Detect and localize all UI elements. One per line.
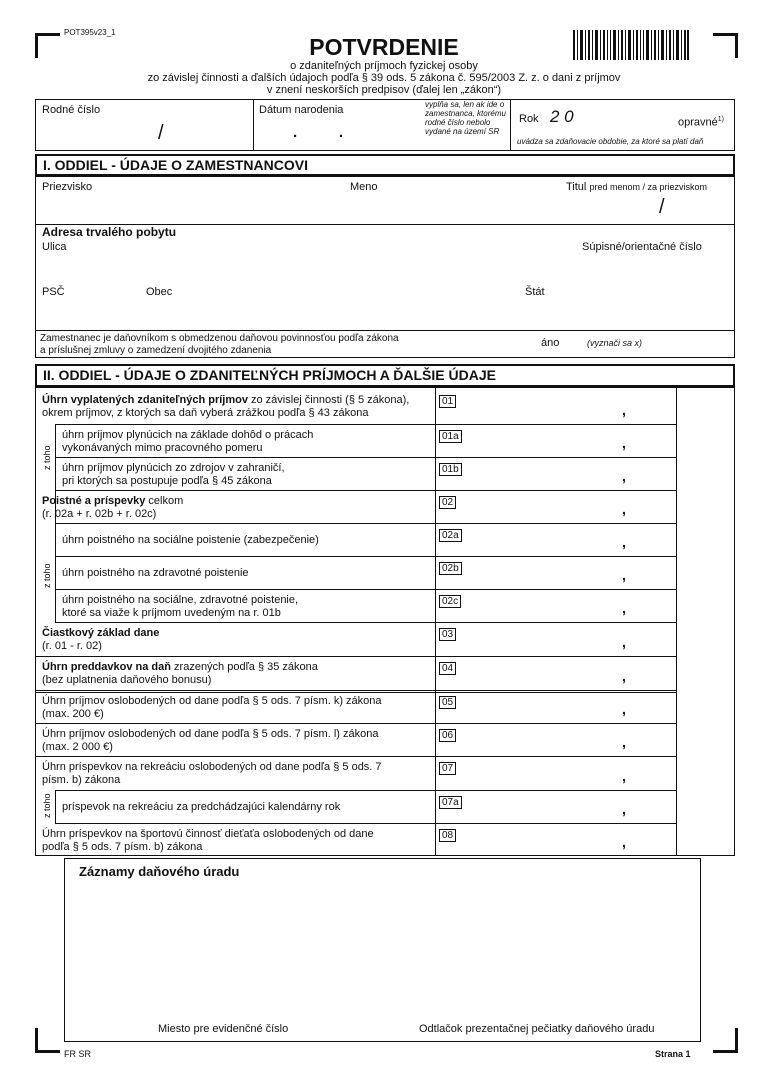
- decimal-comma: ,: [622, 701, 626, 717]
- row-code-07a: 07a: [439, 796, 462, 809]
- amount-field-01b[interactable]: [460, 461, 672, 486]
- row-label-01b: úhrn príjmov plynúcich zo zdrojov v zahraničí, pri ktorých sa postupuje podľa § 45 zákona: [62, 462, 285, 487]
- decimal-comma: ,: [622, 567, 626, 583]
- decimal-comma: ,: [622, 468, 626, 484]
- row-code-01a: 01a: [439, 430, 462, 443]
- opravne-checkbox[interactable]: [720, 110, 732, 124]
- amount-field-07a[interactable]: [460, 794, 672, 819]
- amount-field-05[interactable]: [460, 694, 672, 719]
- priezvisko-field[interactable]: [40, 195, 340, 221]
- row-label-02c: úhrn poistného na sociálne, zdravotné poistenie, ktoré sa viaže k príjmom uvedeným na r. 01b: [62, 594, 299, 619]
- section1-title: I. ODDIEL - ÚDAJE O ZAMESTNANCOVI: [35, 154, 735, 176]
- row-label-02: Poistné a príspevky celkom (r. 02a + r. 02b + r. 02c): [42, 495, 184, 520]
- stat-field[interactable]: [523, 300, 728, 324]
- footer-left: FR SR: [64, 1049, 91, 1059]
- datum-dots: . .: [293, 124, 344, 141]
- amount-field-02b[interactable]: [460, 560, 672, 585]
- amount-field-01[interactable]: [460, 393, 672, 420]
- amount-field-02a[interactable]: [460, 527, 672, 552]
- amount-field-08[interactable]: [460, 827, 672, 852]
- row-code-05: 05: [439, 696, 456, 709]
- decimal-comma: ,: [622, 801, 626, 817]
- decimal-comma: ,: [622, 668, 626, 684]
- form-title: POTVRDENIE: [309, 34, 459, 60]
- z-toho-label-3: z toho: [42, 793, 52, 818]
- row-label-07: Úhrn príspevkov na rekreáciu oslobodených od dane podľa § 5 ods. 7 písm. b) zákona: [42, 761, 382, 786]
- amount-field-07[interactable]: [460, 760, 672, 786]
- amount-field-02c[interactable]: [460, 593, 672, 618]
- row-code-01b: 01b: [439, 463, 462, 476]
- corner-mark-bottom-right: [713, 1028, 738, 1053]
- amount-field-01a[interactable]: [460, 428, 672, 453]
- decimal-comma: ,: [622, 501, 626, 517]
- amount-field-04[interactable]: [460, 660, 672, 686]
- row-code-06: 06: [439, 729, 456, 742]
- decimal-comma: ,: [622, 534, 626, 550]
- amount-field-03[interactable]: [460, 626, 672, 652]
- decimal-comma: ,: [622, 734, 626, 750]
- meno-label: Meno: [350, 181, 378, 193]
- supisne-field[interactable]: [580, 255, 728, 279]
- form-subtitle-1: o zdaniteľných príjmoch fyzickej osoby: [290, 60, 478, 72]
- rok-field[interactable]: [549, 106, 659, 128]
- decimal-comma: ,: [622, 834, 626, 850]
- limited-taxpayer-text-1: Zamestnanec je daňovníkom s obmedzenou daňovou povinnosťou podľa zákona: [40, 333, 399, 344]
- row-code-04: 04: [439, 662, 456, 675]
- row-code-07: 07: [439, 762, 456, 775]
- z-toho-label-2: z toho: [42, 563, 52, 588]
- supisne-label: Súpisné/orientačné číslo: [582, 241, 702, 253]
- amount-field-06[interactable]: [460, 727, 672, 752]
- psc-label: PSČ: [42, 286, 65, 298]
- rok-prefix: 2 0: [550, 107, 574, 126]
- decimal-comma: ,: [622, 768, 626, 784]
- form-subtitle-2: zo závislej činnosti a ďalších údajoch podľa § 39 ods. 5 zákona č. 595/2003 Z. z. o dani z príjmov: [147, 72, 621, 84]
- z-toho-label-1: z toho: [42, 445, 52, 470]
- row-label-02a: úhrn poistného na sociálne poistenie (zabezpečenie): [62, 534, 319, 546]
- row-label-06: Úhrn príjmov oslobodených od dane podľa § 5 ods. 7 písm. l) zákona (max. 2 000 €): [42, 728, 379, 753]
- evid-label: Miesto pre evidenčné číslo: [158, 1023, 289, 1035]
- section2-title: II. ODDIEL - ÚDAJE O ZDANITEĽNÝCH PRÍJMOCH A ĎALŠIE ÚDAJE: [35, 364, 735, 387]
- datum-note: vyplňa sa, len ak ide o zamestnanca, ktorému rodné číslo nebolo vydané na území SR: [425, 100, 506, 136]
- row-label-03: Čiastkový základ dane (r. 01 - r. 02): [42, 627, 160, 652]
- adresa-label: Adresa trvalého pobytu: [42, 225, 177, 239]
- stamp-label: Odtlačok prezentačnej pečiatky daňového úradu: [419, 1023, 655, 1035]
- row-label-02b: úhrn poistného na zdravotné poistenie: [62, 567, 249, 579]
- row-code-08: 08: [439, 829, 456, 842]
- row-label-04: Úhrn preddavkov na daň zrazených podľa § 35 zákona (bez uplatnenia daňového bonusu): [42, 661, 318, 686]
- form-subtitle-3: v znení neskorších predpisov (ďalej len „zákon“): [266, 84, 502, 96]
- ulica-label: Ulica: [42, 241, 67, 253]
- ano-note: (vyznači sa x): [587, 338, 643, 348]
- titul-separator: /: [659, 196, 665, 218]
- obec-label: Obec: [146, 286, 173, 298]
- rok-label: Rok: [519, 113, 539, 125]
- records-box: [64, 858, 701, 1042]
- row-label-08: Úhrn príspevkov na športovú činnosť dieťaťa oslobodených od dane podľa § 5 ods. 7 písm. b) zákona: [42, 828, 374, 853]
- stat-label: Štát: [525, 286, 545, 298]
- ano-label: áno: [541, 337, 560, 349]
- corner-mark-bottom-left: [35, 1028, 60, 1053]
- rodne-cislo-label: Rodné číslo: [42, 104, 101, 116]
- decimal-comma: ,: [622, 600, 626, 616]
- obec-field[interactable]: [144, 300, 514, 324]
- decimal-comma: ,: [622, 634, 626, 650]
- form-code: POT395v23_1: [64, 28, 116, 37]
- ano-checkbox[interactable]: [568, 336, 582, 350]
- decimal-comma: ,: [622, 402, 626, 418]
- row-code-02b: 02b: [439, 562, 462, 575]
- priezvisko-label: Priezvisko: [42, 181, 93, 193]
- row-code-02c: 02c: [439, 595, 461, 608]
- opravne-label: opravné$^{1)}$: [678, 116, 724, 129]
- row-code-01: 01: [439, 395, 456, 408]
- row-label-01: Úhrn vyplatených zdaniteľných príjmov zo závislej činnosti (§ 5 zákona), okrem príjmov, z ktorých sa daň vyberá zrážkou podľa § 43 zákona: [42, 394, 410, 419]
- titul-label: Titul pred menom / za priezviskom: [566, 181, 707, 193]
- titul-field[interactable]: [566, 195, 726, 221]
- rodne-cislo-separator: /: [158, 122, 164, 144]
- records-title: Záznamy daňového úradu: [79, 864, 240, 879]
- row-label-05: Úhrn príjmov oslobodených od dane podľa § 5 ods. 7 písm. k) zákona (max. 200 €): [42, 695, 382, 720]
- row-code-02: 02: [439, 496, 456, 509]
- footer-right: Strana 1: [655, 1049, 691, 1059]
- row-code-02a: 02a: [439, 529, 462, 542]
- amount-field-02[interactable]: [460, 494, 672, 519]
- datum-narodenia-label: Dátum narodenia: [259, 104, 344, 116]
- row-code-03: 03: [439, 628, 456, 641]
- decimal-comma: ,: [622, 435, 626, 451]
- psc-field[interactable]: [40, 300, 130, 324]
- meno-field[interactable]: [348, 195, 548, 221]
- limited-taxpayer-text-2: a príslušnej zmluvy o zamedzení dvojitého zdanenia: [40, 345, 272, 356]
- ulica-field[interactable]: [40, 255, 540, 279]
- period-note: uvádza sa zdaňovacie obdobie, za ktoré sa platí daň: [517, 137, 704, 146]
- row-label-07a: príspevok na rekreáciu za predchádzajúci kalendárny rok: [62, 801, 341, 813]
- rodne-cislo-field[interactable]: [40, 118, 248, 148]
- row-label-01a: úhrn príjmov plynúcich na základe dohôd o prácach vykonávaných mimo pracovného pomeru: [62, 429, 314, 454]
